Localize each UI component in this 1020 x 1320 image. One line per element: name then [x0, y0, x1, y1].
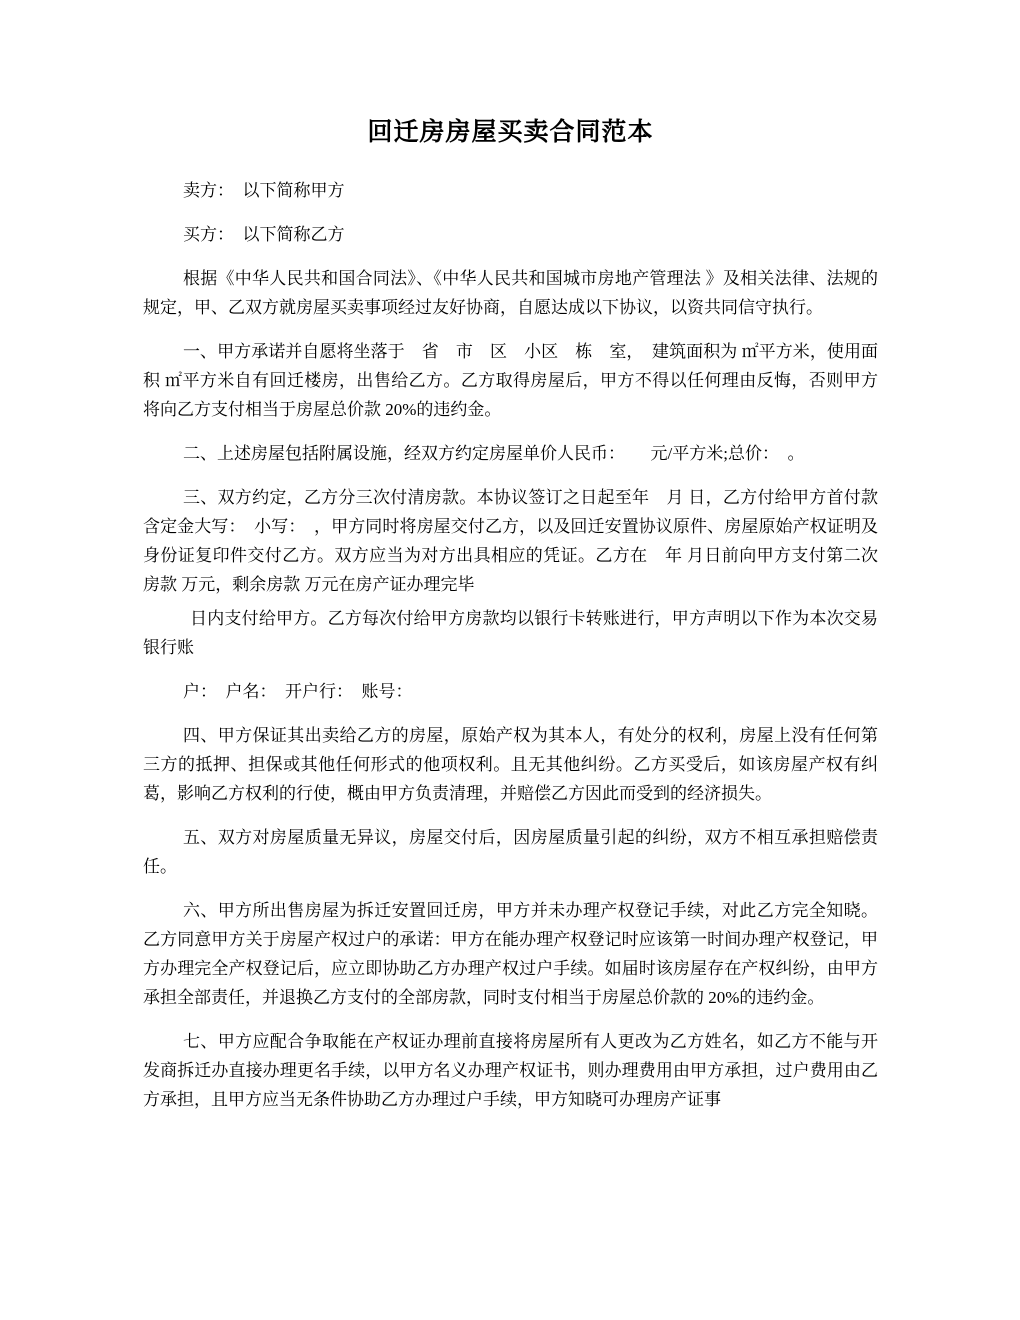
paragraph-clause-6: 六、甲方所出售房屋为拆迁安置回迁房，甲方并未办理产权登记手续，对此乙方完全知晓。乙方同意甲方关于房屋产权过户的承诺：甲方在能办理产权登记时应该第一时间办理产权登记，甲方办理完全产权登记后，应立即协助乙方办理产权过户手续。如届时该房屋存在产权纠纷，由甲方承担全部责任，并退换乙方支付的全部房款，同时支付相当于房屋总价款的 20%的违约金。	[143, 901, 878, 1007]
paragraph-clause-1: 一、甲方承诺并自愿将坐落于 省 市 区 小区 栋 室， 建筑面积为 ㎡平方米，使用面积 ㎡平方米自有回迁楼房，出售给乙方。乙方取得房屋后，甲方不得以任何理由反悔，否则甲方将向乙方支付相当于房屋总价款 20%的违约金。	[143, 342, 878, 419]
paragraph-preamble: 根据《中华人民共和国合同法》、《中华人民共和国城市房地产管理法 》及相关法律、法规的规定，甲、乙双方就房屋买卖事项经过友好协商，自愿达成以下协议，以资共同信守执行。	[143, 269, 878, 317]
paragraph-bank-account-line: 户： 户名： 开户行： 账号：	[183, 682, 413, 701]
paragraph-clause-5: 五、双方对房屋质量无异议，房屋交付后，因房屋质量引起的纠纷，双方不相互承担赔偿责任。	[143, 828, 878, 876]
paragraph-clause-4: 四、甲方保证其出卖给乙方的房屋，原始产权为其本人，有处分的权利，房屋上没有任何第三方的抵押、担保或其他任何形式的他项权利。且无其他纠纷。乙方买受后，如该房屋产权有纠葛，影响乙方权利的行使，概由甲方负责清理，并赔偿乙方因此而受到的经济损失。	[143, 726, 878, 803]
paragraph-clause-7: 七、甲方应配合争取能在产权证办理前直接将房屋所有人更改为乙方姓名，如乙方不能与开发商拆迁办直接办理更名手续，以甲方名义办理产权证书，则办理费用由甲方承担，过户费用由乙方承担，且甲方应当无条件协助乙方办理过户手续，甲方知晓可办理房产证事	[143, 1032, 878, 1109]
paragraph-buyer-line: 买方： 以下简称乙方	[183, 225, 345, 244]
paragraph-clause-3-continuation: 日内支付给甲方。乙方每次付给甲方房款均以银行卡转账进行，甲方声明以下作为本次交易银行账	[143, 609, 878, 657]
paragraph-seller-line: 卖方： 以下简称甲方	[183, 181, 345, 200]
paragraph-clause-2: 二、上述房屋包括附属设施，经双方约定房屋单价人民币： 元/平方米;总价： 。	[183, 444, 805, 463]
paragraph-clause-3: 三、双方约定，乙方分三次付清房款。本协议签订之日起至年 月 日，乙方付给甲方首付款含定金大写： 小写： ，甲方同时将房屋交付乙方，以及回迁安置协议原件、房屋原始产权证明及身份证复印件交付乙方。双方应当为对方出具相应的凭证。乙方在 年 月日前向甲方支付第二次房款 万元，剩余房款 万元在房产证办理完毕	[143, 488, 878, 594]
document-title: 回迁房房屋买卖合同范本	[367, 119, 654, 146]
